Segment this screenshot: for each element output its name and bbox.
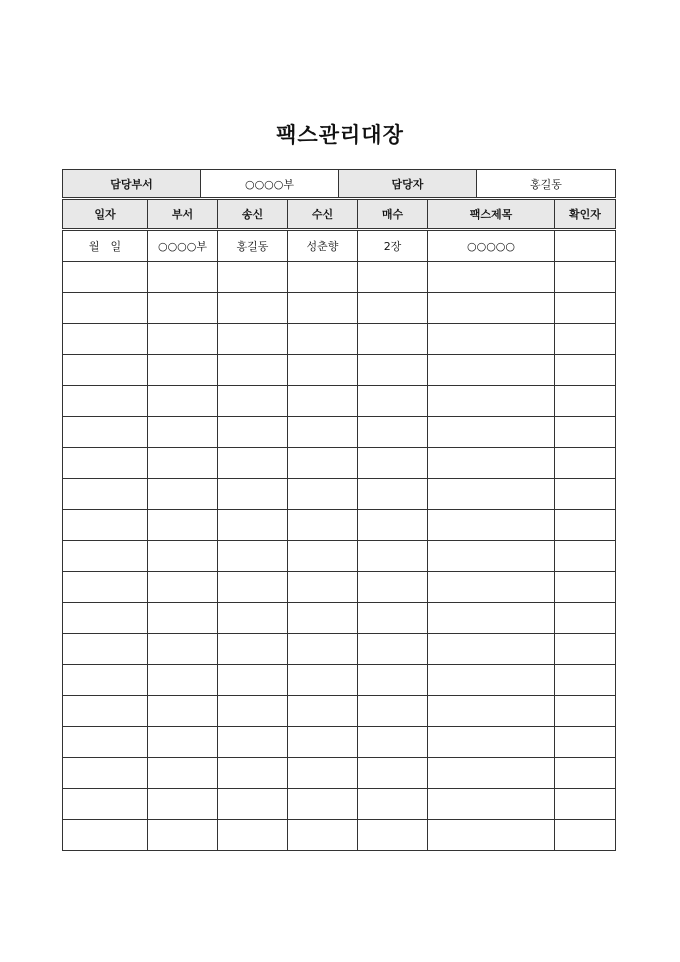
- table-row: [63, 510, 616, 541]
- table-row: [63, 293, 616, 324]
- cell-dept[interactable]: [148, 665, 218, 696]
- cell-fax-title[interactable]: [428, 386, 555, 417]
- cell-pages[interactable]: [358, 386, 428, 417]
- cell-sender[interactable]: [218, 820, 288, 851]
- cell-date[interactable]: [63, 324, 148, 355]
- cell-receiver[interactable]: [288, 541, 358, 572]
- cell-fax-title[interactable]: [428, 262, 555, 293]
- cell-fax-title[interactable]: [428, 572, 555, 603]
- cell-pages[interactable]: [358, 634, 428, 665]
- cell-sender[interactable]: [218, 572, 288, 603]
- cell-confirmer[interactable]: [555, 696, 616, 727]
- table-row: [63, 262, 616, 293]
- table-row: [63, 448, 616, 479]
- cell-pages[interactable]: [358, 572, 428, 603]
- cell-confirmer[interactable]: [555, 727, 616, 758]
- cell-sender[interactable]: [218, 386, 288, 417]
- cell-receiver[interactable]: [288, 789, 358, 820]
- cell-receiver[interactable]: [288, 262, 358, 293]
- cell-dept[interactable]: [148, 386, 218, 417]
- cell-sender[interactable]: [218, 324, 288, 355]
- cell-date[interactable]: [63, 820, 148, 851]
- cell-receiver[interactable]: [288, 727, 358, 758]
- cell-fax-title[interactable]: [428, 355, 555, 386]
- cell-dept[interactable]: [148, 417, 218, 448]
- cell-sender[interactable]: [218, 417, 288, 448]
- cell-fax-title[interactable]: [428, 541, 555, 572]
- cell-receiver[interactable]: [288, 324, 358, 355]
- cell-fax-title[interactable]: [428, 510, 555, 541]
- cell-dept[interactable]: [148, 448, 218, 479]
- cell-sender[interactable]: [218, 355, 288, 386]
- table-row: [63, 634, 616, 665]
- cell-sender[interactable]: [218, 479, 288, 510]
- cell-receiver[interactable]: [288, 572, 358, 603]
- cell-pages[interactable]: [358, 448, 428, 479]
- table-row: [63, 324, 616, 355]
- cell-dept[interactable]: [148, 603, 218, 634]
- cell-fax-title[interactable]: ○○○○○: [428, 230, 555, 262]
- cell-pages[interactable]: [358, 293, 428, 324]
- cell-pages[interactable]: [358, 479, 428, 510]
- header-row: [63, 200, 616, 230]
- cell-sender[interactable]: [218, 727, 288, 758]
- cell-dept[interactable]: [148, 758, 218, 789]
- col-header-fax-title: 팩스제목: [428, 200, 555, 230]
- cell-dept[interactable]: [148, 510, 218, 541]
- cell-receiver[interactable]: [288, 510, 358, 541]
- cell-fax-title[interactable]: [428, 696, 555, 727]
- cell-receiver[interactable]: [288, 634, 358, 665]
- cell-confirmer[interactable]: [555, 448, 616, 479]
- table-row: [63, 230, 616, 262]
- col-header-pages: 매수: [358, 200, 428, 230]
- cell-date[interactable]: [63, 727, 148, 758]
- cell-fax-title[interactable]: [428, 758, 555, 789]
- cell-pages[interactable]: [358, 324, 428, 355]
- cell-dept[interactable]: [148, 572, 218, 603]
- cell-receiver[interactable]: [288, 479, 358, 510]
- cell-confirmer[interactable]: [555, 510, 616, 541]
- cell-receiver[interactable]: [288, 758, 358, 789]
- cell-pages[interactable]: [358, 541, 428, 572]
- cell-date[interactable]: [63, 634, 148, 665]
- cell-sender[interactable]: [218, 789, 288, 820]
- cell-pages[interactable]: [358, 696, 428, 727]
- cell-date[interactable]: [63, 262, 148, 293]
- table-row: [63, 541, 616, 572]
- cell-dept[interactable]: [148, 789, 218, 820]
- cell-fax-title[interactable]: [428, 417, 555, 448]
- info-row: [63, 170, 616, 198]
- cell-dept[interactable]: ○○○○부: [148, 230, 218, 262]
- table-row: [63, 479, 616, 510]
- cell-sender[interactable]: [218, 603, 288, 634]
- cell-fax-title[interactable]: [428, 634, 555, 665]
- table-row: [63, 603, 616, 634]
- cell-dept[interactable]: [148, 479, 218, 510]
- cell-dept[interactable]: [148, 324, 218, 355]
- fax-log-table: [62, 199, 616, 851]
- cell-dept[interactable]: [148, 262, 218, 293]
- cell-sender[interactable]: [218, 758, 288, 789]
- col-header-dept: 부서: [148, 200, 218, 230]
- cell-confirmer[interactable]: [555, 603, 616, 634]
- cell-receiver[interactable]: [288, 665, 358, 696]
- cell-receiver[interactable]: [288, 820, 358, 851]
- cell-sender[interactable]: [218, 634, 288, 665]
- cell-sender[interactable]: [218, 510, 288, 541]
- cell-confirmer[interactable]: [555, 293, 616, 324]
- col-header-date: 일자: [63, 200, 148, 230]
- cell-date[interactable]: [63, 510, 148, 541]
- cell-fax-title[interactable]: [428, 293, 555, 324]
- cell-sender[interactable]: [218, 541, 288, 572]
- cell-date[interactable]: [63, 572, 148, 603]
- cell-date[interactable]: [63, 758, 148, 789]
- cell-receiver[interactable]: [288, 386, 358, 417]
- cell-dept[interactable]: [148, 634, 218, 665]
- cell-pages[interactable]: [358, 603, 428, 634]
- cell-pages[interactable]: 2장: [358, 230, 428, 262]
- cell-dept[interactable]: [148, 727, 218, 758]
- cell-fax-title[interactable]: [428, 789, 555, 820]
- cell-fax-title[interactable]: [428, 448, 555, 479]
- cell-pages[interactable]: [358, 758, 428, 789]
- cell-sender[interactable]: [218, 293, 288, 324]
- cell-dept[interactable]: [148, 355, 218, 386]
- dept-value[interactable]: ○○○○부: [201, 170, 339, 198]
- table-row: [63, 572, 616, 603]
- cell-date[interactable]: [63, 665, 148, 696]
- cell-pages[interactable]: [358, 510, 428, 541]
- cell-confirmer[interactable]: [555, 820, 616, 851]
- cell-pages[interactable]: [358, 727, 428, 758]
- page-title: 팩스관리대장: [276, 123, 404, 147]
- cell-dept[interactable]: [148, 820, 218, 851]
- table-row: [63, 727, 616, 758]
- cell-date[interactable]: [63, 789, 148, 820]
- cell-date[interactable]: [63, 603, 148, 634]
- cell-confirmer[interactable]: [555, 230, 616, 262]
- cell-pages[interactable]: [358, 355, 428, 386]
- cell-confirmer[interactable]: [555, 417, 616, 448]
- cell-confirmer[interactable]: [555, 541, 616, 572]
- cell-pages[interactable]: [358, 789, 428, 820]
- cell-confirmer[interactable]: [555, 572, 616, 603]
- cell-fax-title[interactable]: [428, 665, 555, 696]
- cell-fax-title[interactable]: [428, 727, 555, 758]
- cell-date[interactable]: [63, 293, 148, 324]
- cell-dept[interactable]: [148, 293, 218, 324]
- table-row: [63, 789, 616, 820]
- cell-fax-title[interactable]: [428, 479, 555, 510]
- cell-receiver[interactable]: [288, 603, 358, 634]
- cell-receiver[interactable]: [288, 417, 358, 448]
- col-header-confirmer: 확인자: [555, 200, 616, 230]
- cell-confirmer[interactable]: [555, 386, 616, 417]
- cell-receiver[interactable]: [288, 355, 358, 386]
- table-row: [63, 665, 616, 696]
- cell-dept[interactable]: [148, 541, 218, 572]
- cell-sender[interactable]: [218, 665, 288, 696]
- cell-fax-title[interactable]: [428, 324, 555, 355]
- cell-date[interactable]: [63, 696, 148, 727]
- table-row: [63, 355, 616, 386]
- cell-dept[interactable]: [148, 696, 218, 727]
- col-header-sender: 송신: [218, 200, 288, 230]
- table-row: [63, 696, 616, 727]
- cell-sender[interactable]: [218, 448, 288, 479]
- table-row: [63, 820, 616, 851]
- cell-confirmer[interactable]: [555, 355, 616, 386]
- cell-receiver[interactable]: [288, 448, 358, 479]
- cell-date[interactable]: [63, 355, 148, 386]
- cell-date[interactable]: [63, 479, 148, 510]
- info-table: [62, 169, 616, 198]
- table-row: [63, 417, 616, 448]
- cell-date[interactable]: [63, 386, 148, 417]
- cell-sender[interactable]: [218, 696, 288, 727]
- manager-value[interactable]: 홍길동: [477, 170, 616, 198]
- cell-confirmer[interactable]: [555, 479, 616, 510]
- cell-confirmer[interactable]: [555, 324, 616, 355]
- cell-fax-title[interactable]: [428, 603, 555, 634]
- cell-pages[interactable]: [358, 820, 428, 851]
- cell-date[interactable]: 월 일: [63, 230, 148, 262]
- cell-receiver[interactable]: [288, 696, 358, 727]
- cell-confirmer[interactable]: [555, 634, 616, 665]
- cell-confirmer[interactable]: [555, 789, 616, 820]
- cell-receiver[interactable]: [288, 293, 358, 324]
- cell-confirmer[interactable]: [555, 665, 616, 696]
- col-header-receiver: 수신: [288, 200, 358, 230]
- cell-confirmer[interactable]: [555, 262, 616, 293]
- cell-fax-title[interactable]: [428, 820, 555, 851]
- cell-receiver[interactable]: 성춘향: [288, 230, 358, 262]
- manager-label: 담당자: [339, 170, 477, 198]
- cell-date[interactable]: [63, 541, 148, 572]
- fax-log-body: [63, 230, 616, 851]
- dept-label: 담당부서: [63, 170, 201, 198]
- cell-sender[interactable]: 홍길동: [218, 230, 288, 262]
- cell-pages[interactable]: [358, 262, 428, 293]
- table-row: [63, 386, 616, 417]
- cell-pages[interactable]: [358, 417, 428, 448]
- cell-confirmer[interactable]: [555, 758, 616, 789]
- cell-date[interactable]: [63, 417, 148, 448]
- table-row: [63, 758, 616, 789]
- cell-date[interactable]: [63, 448, 148, 479]
- cell-pages[interactable]: [358, 665, 428, 696]
- cell-sender[interactable]: [218, 262, 288, 293]
